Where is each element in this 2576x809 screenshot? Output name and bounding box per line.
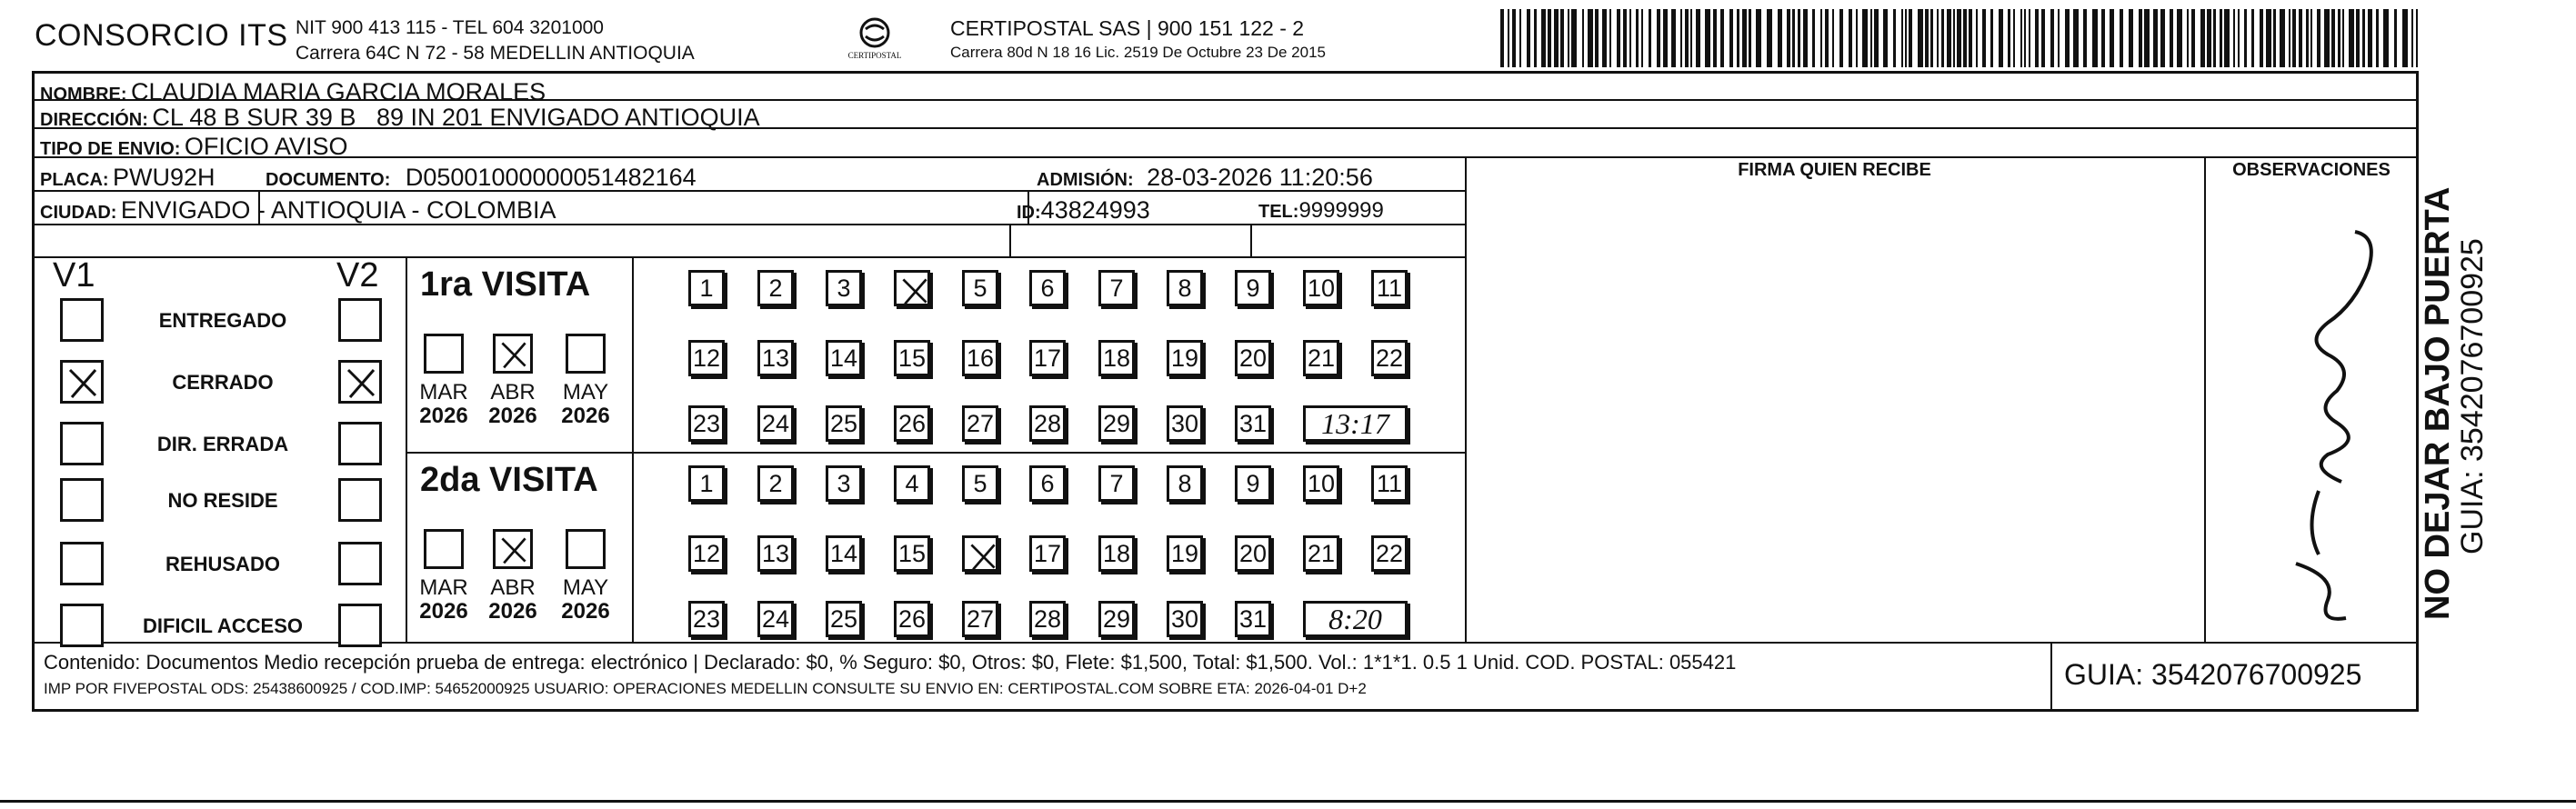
day-box[interactable]: 26 [894,601,930,637]
day-box[interactable]: 7 [1098,465,1135,502]
month-checkbox[interactable] [493,529,533,569]
barcode-bar [2280,9,2285,67]
day-box[interactable]: 24 [757,601,794,637]
placa-label: PLACA: [40,170,109,190]
month-checkbox[interactable] [566,529,606,569]
day-box[interactable] [894,270,930,306]
status-label: REHUSADO [165,553,280,575]
day-box[interactable]: 28 [1029,601,1066,637]
barcode-bar [1930,9,1933,67]
barcode-bar [1982,9,1986,67]
barcode-bar [1671,9,1676,67]
day-box[interactable]: 9 [1235,465,1271,502]
month-label [481,576,545,624]
day-box[interactable]: 19 [1167,535,1203,572]
barcode-bar [2139,9,2142,67]
barcode-bar [1870,9,1872,67]
v2-checkbox[interactable] [338,360,382,404]
barcode-bar [2144,9,2150,67]
barcode-bar [1957,9,1961,67]
barcode-bar [1527,9,1530,67]
barcode-bar [1787,9,1790,67]
id-value: 43824993 [1040,196,1150,224]
barcode-bar [1832,9,1834,67]
direccion-label: DIRECCIÓN: [40,110,148,130]
day-box[interactable]: 8 [1167,465,1203,502]
status-label: CERRADO [172,371,274,394]
logo-text: CERTIPOSTAL [847,51,902,60]
barcode-bar [1729,9,1733,67]
placa-cell [40,164,216,192]
status-label: NO RESIDE [167,489,278,512]
v1-checkbox[interactable] [60,604,104,647]
signature-scribble [2219,218,2410,636]
v2-checkbox[interactable] [338,298,382,342]
barcode-bar [2260,9,2263,67]
day-box[interactable]: 1 [688,270,725,306]
barcode-bar [1617,9,1620,67]
barcode-bar [2292,9,2296,67]
day-box[interactable]: 3 [826,465,862,502]
firma-header: FIRMA QUIEN RECIBE [1738,160,1931,180]
day-box[interactable]: 10 [1303,465,1339,502]
v2-checkbox[interactable] [338,604,382,647]
id-label: ID: [1017,203,1041,223]
month-name: ABR [490,380,536,404]
v1-label: V1 [53,256,95,295]
barcode-bar [1925,9,1929,67]
day-box[interactable]: 5 [962,270,998,306]
certipostal-logo [838,15,911,69]
barcode-bar [1508,9,1509,67]
barcode-bar [2200,9,2205,67]
day-box[interactable]: 22 [1371,535,1408,572]
barcode-bar [1609,9,1611,67]
day-box[interactable]: 22 [1371,340,1408,376]
day-box[interactable]: 17 [1029,340,1066,376]
month-year: 2026 [488,599,537,624]
barcode-bar [2238,9,2240,67]
barcode-bar [1657,9,1660,67]
direccion-row [40,104,760,132]
v2-checkbox[interactable] [338,478,382,522]
day-box[interactable]: 15 [894,340,930,376]
day-box[interactable]: 25 [826,601,862,637]
barcode-bar [1798,9,1800,67]
barcode-bar [2092,9,2098,67]
barcode-bar [2331,9,2335,67]
barcode-bar [1999,9,2003,67]
barcode-bar [1820,9,1822,67]
barcode-bar [1976,9,1978,67]
barcode-bar [1941,9,1944,67]
status-label: DIFICIL ACCESO [142,614,303,637]
month-checkbox[interactable] [424,529,464,569]
barcode-bar [1582,9,1584,67]
barcode-bar [1629,9,1631,67]
barcode-bar [2029,9,2030,67]
month-checkbox[interactable] [493,334,533,374]
barcode-bar [2041,9,2045,67]
documento-value: D05001000000051482164 [405,164,697,191]
day-box[interactable]: 2 [757,465,794,502]
ciudad-label: CIUDAD: [40,203,117,223]
day-box[interactable]: 21 [1303,535,1339,572]
barcode-bar [1680,9,1682,67]
admision-cell [1037,164,1373,192]
barcode-bar [2191,9,2195,67]
barcode-bar [1500,9,1504,67]
barcode-bar [1534,9,1537,67]
barcode-bar [2306,9,2309,67]
barcode-bar [1990,9,1993,67]
barcode-bar [2065,9,2070,67]
barcode-bar [1947,9,1951,67]
day-box[interactable]: 31 [1235,405,1271,442]
barcode-bar [2073,9,2079,67]
barcode-bar [2368,9,2372,67]
barcode-bar [1856,9,1858,67]
month-name: MAR [419,575,468,600]
barcode-bar [1548,9,1551,67]
day-box[interactable]: 20 [1235,340,1271,376]
v1-checkbox[interactable] [60,298,104,342]
barcode-bar [1918,9,1923,67]
barcode-bar [1963,9,1967,67]
barcode-bar [2129,9,2133,67]
barcode-bar [1602,9,1607,67]
v1-checkbox[interactable] [60,422,104,465]
day-box[interactable]: 29 [1098,405,1135,442]
company-nit-line: NIT 900 413 115 - TEL 604 3201000 [296,17,604,38]
barcode-bar [2289,9,2290,67]
barcode-bar [1690,9,1692,67]
barcode-bar [2177,9,2182,67]
no-dejar-warning: NO DEJAR BAJO PUERTA [2419,186,2457,620]
barcode-bar [2207,9,2211,67]
tipo-label: TIPO DE ENVIO: [40,139,181,159]
status-label: DIR. ERRADA [156,433,289,455]
day-box[interactable]: 14 [826,535,862,572]
month-checkbox[interactable] [424,334,464,374]
carrier-line: CERTIPOSTAL SAS | 900 151 122 - 2 [950,16,1305,40]
barcode-bar [2324,9,2330,67]
barcode-bar [2050,9,2054,67]
barcode-bar [1649,9,1651,67]
barcode-bar [1636,9,1639,67]
month-year: 2026 [419,404,468,428]
barcode-bar [2024,9,2026,67]
barcode-bar [1825,9,1829,67]
day-box[interactable]: 29 [1098,601,1135,637]
day-box[interactable]: 7 [1098,270,1135,306]
barcode-bar [2224,9,2230,67]
side-guia: GUIA: 3542076700925 [2455,238,2490,554]
barcode-bar [1588,9,1593,67]
month-label [412,381,476,428]
company-name: CONSORCIO ITS [35,18,288,53]
barcode-bar [1641,9,1643,67]
day-box[interactable]: 27 [962,601,998,637]
barcode-bar [2120,9,2123,67]
day-box[interactable]: 18 [1098,340,1135,376]
day-box[interactable]: 6 [1029,465,1066,502]
day-box[interactable]: 20 [1235,535,1271,572]
barcode-bar [2008,9,2010,67]
day-box[interactable]: 26 [894,405,930,442]
license-line: Carrera 80d N 18 16 Lic. 2519 De Octubre 23 De 2015 [950,44,1326,61]
ciudad-cell [40,196,556,225]
day-box[interactable]: 4 [894,465,930,502]
day-box[interactable]: 12 [688,340,725,376]
day-box[interactable]: 18 [1098,535,1135,572]
barcode-bar [1749,9,1751,67]
v2-checkbox[interactable] [338,542,382,585]
barcode-bar [1737,9,1739,67]
month-label [412,576,476,624]
barcode-bar [2110,9,2114,67]
barcode-bar [2160,9,2165,67]
barcode-bar [1568,9,1569,67]
day-box[interactable]: 30 [1167,405,1203,442]
tipo-value: OFICIO AVISO [184,133,348,160]
barcode-bar [1560,9,1564,67]
barcode-bar [1713,9,1717,67]
month-year: 2026 [561,404,610,428]
day-box[interactable]: 2 [757,270,794,306]
barcode-bar [2101,9,2105,67]
barcode-bar [1720,9,1724,67]
barcode-bar [2349,9,2354,67]
barcode-bar [1849,9,1852,67]
barcode-bar [2083,9,2087,67]
barcode-bar [2013,9,2015,67]
barcode-bar [2338,9,2340,67]
day-box[interactable]: 9 [1235,270,1271,306]
day-box[interactable]: 5 [962,465,998,502]
day-box[interactable]: 24 [757,405,794,442]
time-box[interactable]: 8:20 [1303,601,1408,637]
barcode-bar [2342,9,2344,67]
documento-label: DOCUMENTO: [266,170,391,190]
day-box[interactable]: 21 [1303,340,1339,376]
day-box[interactable]: 12 [688,535,725,572]
barcode-bar [1685,9,1689,67]
v2-checkbox[interactable] [338,422,382,465]
barcode-bar [1595,9,1599,67]
barcode-bar [2356,9,2360,67]
day-box[interactable]: 6 [1029,270,1066,306]
barcode-bar [2187,9,2189,67]
footer-contenido: Contenido: Documentos Medio recepción prueba de entrega: electrónico | Declarado: $0, % Seguro: $0, Otros: $0, Flete: $1,500, Total: $1,500. Vol.: 1*1*1. 0.5 1 Unid. COD. POSTAL: 055421 [44,651,1737,674]
day-box[interactable]: 13 [757,535,794,572]
barcode-bar [1554,9,1559,67]
barcode-bar [2220,9,2222,67]
barcode-bar [2244,9,2247,67]
barcode-bar [2251,9,2254,67]
barcode-bar [2416,9,2418,67]
direccion-value: CL 48 B SUR 39 B 89 IN 201 ENVIGADO ANTIOQUIA [152,104,760,131]
barcode-bar [1905,9,1907,67]
tipo-row [40,133,347,161]
barcode-bar [1756,9,1761,67]
day-box[interactable]: 15 [894,535,930,572]
day-box[interactable]: 14 [826,340,862,376]
month-name: MAY [562,575,609,600]
day-box[interactable]: 10 [1303,270,1339,306]
barcode-bar [2273,9,2276,67]
barcode-bar [2233,9,2235,67]
month-year: 2026 [419,599,468,624]
nombre-label: NOMBRE: [40,85,127,105]
barcode-bar [1937,9,1939,67]
barcode-bar [1883,9,1888,67]
barcode-bar [1792,9,1795,67]
month-name: MAR [419,380,468,404]
month-name: ABR [490,575,536,600]
barcode-bar [2317,9,2320,67]
day-box[interactable]: 27 [962,405,998,442]
company-address-line: Carrera 64C N 72 - 58 MEDELLIN ANTIOQUIA [296,43,695,64]
barcode-bar [2362,9,2365,67]
day-box[interactable]: 3 [826,270,862,306]
barcode-bar [1778,9,1782,67]
barcode-bar [1512,9,1516,67]
barcode-bar [1909,9,1912,67]
day-box[interactable]: 25 [826,405,862,442]
day-box[interactable]: 11 [1371,270,1408,306]
barcode-bar [2058,9,2060,67]
day-box[interactable]: 17 [1029,535,1066,572]
day-box[interactable]: 31 [1235,601,1271,637]
placa-value: PWU92H [113,164,216,191]
barcode-bar [2035,9,2039,67]
day-box[interactable]: 13 [757,340,794,376]
barcode-bar [1901,9,1903,67]
month-checkbox[interactable] [566,334,606,374]
month-year: 2026 [561,599,610,624]
barcode-bar [1623,9,1627,67]
barcode-bar [2383,9,2389,67]
observaciones-header: OBSERVACIONES [2232,160,2391,180]
day-box[interactable]: 23 [688,405,725,442]
barcode-bar [2310,9,2312,67]
barcode-bar [1953,9,1955,67]
barcode-bar [1696,9,1700,67]
month-name: MAY [562,380,609,404]
v1-checkbox[interactable] [60,478,104,522]
month-label [554,381,617,428]
ciudad-value: ENVIGADO - ANTIOQUIA - COLOMBIA [120,196,556,224]
barcode-bar [2153,9,2158,67]
barcode-bar [1519,9,1521,67]
barcode-bar [1803,9,1808,67]
visit-title: 1ra VISITA [420,265,591,304]
barcode-bar [2394,9,2397,67]
barcode-bar [2266,9,2271,67]
month-label [481,381,545,428]
v2-label: V2 [336,256,379,295]
day-box[interactable] [962,535,998,572]
barcode-bar [1969,9,1972,67]
barcode-bar [2402,9,2408,67]
tel-cell [1258,198,1384,224]
barcode-bar [2299,9,2302,67]
day-box[interactable]: 1 [688,465,725,502]
day-box[interactable]: 23 [688,601,725,637]
day-box[interactable]: 28 [1029,405,1066,442]
barcode-bar [2411,9,2413,67]
footer-imp: IMP POR FIVEPOSTAL ODS: 25438600925 / COD.IMP: 54652000925 USUARIO: OPERACIONES MEDELLIN CONSULTE SU ENVIO EN: CERTIPOSTAL.COM SOBRE ETA: 2026-04-01 D+2 [44,680,1367,697]
day-box[interactable]: 16 [962,340,998,376]
barcode-bar [1812,9,1815,67]
admision-label: ADMISIÓN: [1037,170,1134,190]
barcode-bar [2376,9,2379,67]
barcode-bar [1767,9,1772,67]
tracking-barcode [1500,9,2423,67]
barcode-bar [1705,9,1710,67]
id-cell [1017,196,1150,225]
nombre-row [40,78,546,106]
barcode-bar [2020,9,2022,67]
day-box[interactable]: 8 [1167,270,1203,306]
barcode-bar [1742,9,1747,67]
barcode-bar [1663,9,1668,67]
footer-guia: GUIA: 3542076700925 [2064,658,2362,691]
barcode-bar [1874,9,1879,67]
barcode-bar [2213,9,2216,67]
barcode-bar [1541,9,1546,67]
day-box[interactable]: 30 [1167,601,1203,637]
tel-value: 9999999 [1298,198,1384,223]
nombre-value: CLAUDIA MARIA GARCIA MORALES [131,78,546,105]
barcode-bar [2170,9,2173,67]
day-box[interactable]: 19 [1167,340,1203,376]
status-label: ENTREGADO [158,309,287,332]
time-box[interactable]: 13:17 [1303,405,1408,442]
tel-label: TEL: [1258,202,1299,222]
visit-title: 2da VISITA [420,461,598,499]
day-box[interactable]: 11 [1371,465,1408,502]
month-label [554,576,617,624]
barcode-bar [1862,9,1868,67]
barcode-bar [1893,9,1896,67]
barcode-bar [1839,9,1843,67]
documento-cell [266,164,697,192]
v1-checkbox[interactable] [60,542,104,585]
barcode-bar [1571,9,1577,67]
month-year: 2026 [488,404,537,428]
v1-checkbox[interactable] [60,360,104,404]
admision-value: 28-03-2026 11:20:56 [1147,164,1373,191]
